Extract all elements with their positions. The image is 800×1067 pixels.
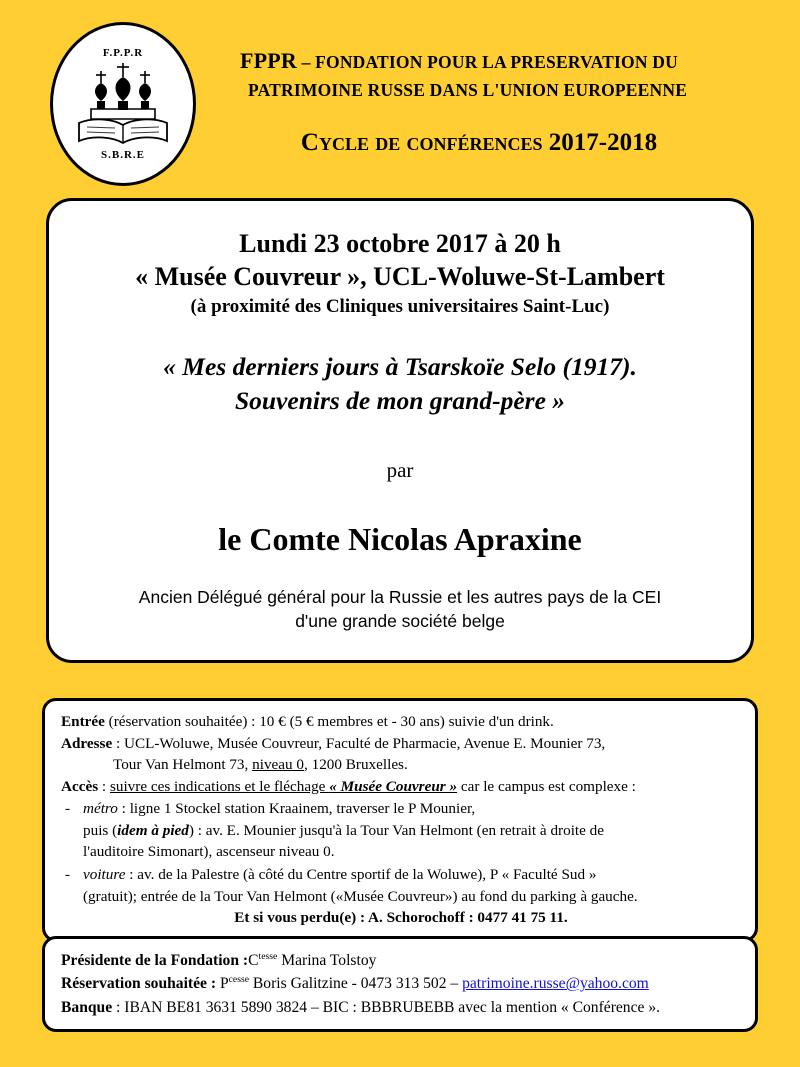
metro-line2-b: ) : av. E. Mounier jusqu'à la Tour Van Helmont (en retrait à droite de xyxy=(188,821,605,839)
car-text: : av. de la Palestre (à côté du Centre sportif de la Woluwe), P « Faculté Sud » xyxy=(125,866,597,884)
entrance-label: Entrée xyxy=(61,713,105,730)
talk-title xyxy=(77,350,723,419)
by-label: par xyxy=(386,458,414,483)
bullet-dash-icon-2: - xyxy=(65,866,71,884)
metro-text: : ligne 1 Stockel station Kraainem, traverser le P Mounier, xyxy=(117,800,476,818)
access-item-car xyxy=(61,864,741,907)
access-line xyxy=(61,776,741,798)
event-main-box xyxy=(46,198,754,663)
header-text-block xyxy=(240,44,760,157)
address-level: niveau 0 xyxy=(252,756,304,774)
reservation-title-p: P xyxy=(216,975,229,993)
event-venue: « Musée Couvreur », UCL-Woluwe-St-Lambert xyxy=(135,262,665,292)
car-label: voiture xyxy=(83,866,126,884)
access-colon: : xyxy=(98,777,110,795)
event-venue-note: (à proximité des Cliniques universitaires Saint-Luc) xyxy=(190,295,610,317)
organization-dash: – xyxy=(297,52,316,72)
cycle-title: Cycle de conférences 2017-2018 xyxy=(300,129,658,157)
bank-line xyxy=(61,996,741,1019)
reservation-label: Réservation souhaitée : xyxy=(61,975,217,993)
bullet-dash-icon: - xyxy=(65,800,71,818)
address-label: Adresse xyxy=(61,734,113,752)
organization-line2: PATRIMOINE RUSSE DANS L'UNION EUROPEENNE xyxy=(248,80,688,100)
access-label: Accès xyxy=(61,777,99,795)
contact-box xyxy=(42,936,758,1032)
metro-body xyxy=(83,798,741,863)
president-title-c: C xyxy=(248,952,259,969)
reservation-line xyxy=(61,972,741,995)
speaker-bio-line2: d'une grande société belge xyxy=(295,611,505,631)
president-title-sup: tesse xyxy=(258,950,278,962)
car-body xyxy=(83,864,741,907)
access-item-metro xyxy=(61,798,741,863)
president-name: Marina Tolstoy xyxy=(277,952,377,969)
organization-name xyxy=(240,44,760,77)
reservation-email-link[interactable]: patrimoine.russe@yahoo.com xyxy=(462,975,649,993)
organization-line1: FONDATION POUR LA PRESERVATION DU xyxy=(315,52,678,72)
car-line2: (gratuit); entrée de la Tour Van Helmont («Musée Couvreur») au fond du parking à gauche. xyxy=(83,887,638,905)
logo-bottom-text: S.B.R.E xyxy=(101,149,145,161)
talk-title-line1: « Mes derniers jours à Tsarskoïe Selo (1917). xyxy=(163,351,637,381)
president-line xyxy=(61,949,741,972)
church-book-icon xyxy=(71,61,175,147)
poster-header xyxy=(0,0,800,190)
logo-top-text: F.P.P.R xyxy=(102,47,144,59)
address-line2-b: , 1200 Bruxelles. xyxy=(304,756,408,774)
entrance-line xyxy=(61,711,741,733)
event-date: Lundi 23 octobre 2017 à 20 h xyxy=(239,229,561,258)
access-underline-a: suivre ces indications et le fléchage xyxy=(109,777,330,795)
speaker-bio-line1: Ancien Délégué général pour la Russie et les autres pays de la CEI xyxy=(138,587,662,608)
address-text: : UCL-Woluwe, Musée Couvreur, Faculté de Pharmacie, Avenue E. Mounier 73, xyxy=(112,734,606,752)
bank-label: Banque xyxy=(61,998,113,1016)
access-tail: car le campus est complexe : xyxy=(457,777,636,795)
lost-contact-line: Et si vous perdu(e) : A. Schorochoff : 0477 41 75 11. xyxy=(234,909,568,927)
bank-text: : IBAN BE81 3631 5890 3824 – BIC : BBBRUBEBB avec la mention « Conférence ». xyxy=(112,998,661,1016)
fppr-logo xyxy=(50,22,196,186)
reservation-title-sup: cesse xyxy=(228,974,249,986)
metro-line2 xyxy=(83,820,741,842)
president-label: Présidente de la Fondation : xyxy=(61,952,249,969)
organization-line2-wrap xyxy=(240,77,760,103)
address-line2 xyxy=(61,754,741,776)
address-line xyxy=(61,733,741,755)
reservation-text: Boris Galitzine - 0473 313 502 – xyxy=(249,975,463,993)
talk-title-line2: Souvenirs de mon grand-père » xyxy=(234,385,566,415)
metro-label: métro xyxy=(83,800,118,818)
practical-info-box xyxy=(42,698,758,942)
metro-line2-emph: idem à pied xyxy=(117,821,189,839)
speaker-name: le Comte Nicolas Apraxine xyxy=(218,521,582,558)
address-line2-a: Tour Van Helmont 73, xyxy=(113,756,253,774)
metro-line3: l'auditoire Simonart), ascenseur niveau 0. xyxy=(83,843,335,861)
entrance-text: (réservation souhaitée) : 10 € (5 € membres et - 30 ans) suivie d'un drink. xyxy=(104,713,554,730)
metro-line2-a: puis ( xyxy=(83,821,118,839)
access-underline-b: « Musée Couvreur » xyxy=(329,777,458,795)
organization-abbr: FPPR xyxy=(240,48,298,73)
speaker-bio xyxy=(77,586,723,633)
